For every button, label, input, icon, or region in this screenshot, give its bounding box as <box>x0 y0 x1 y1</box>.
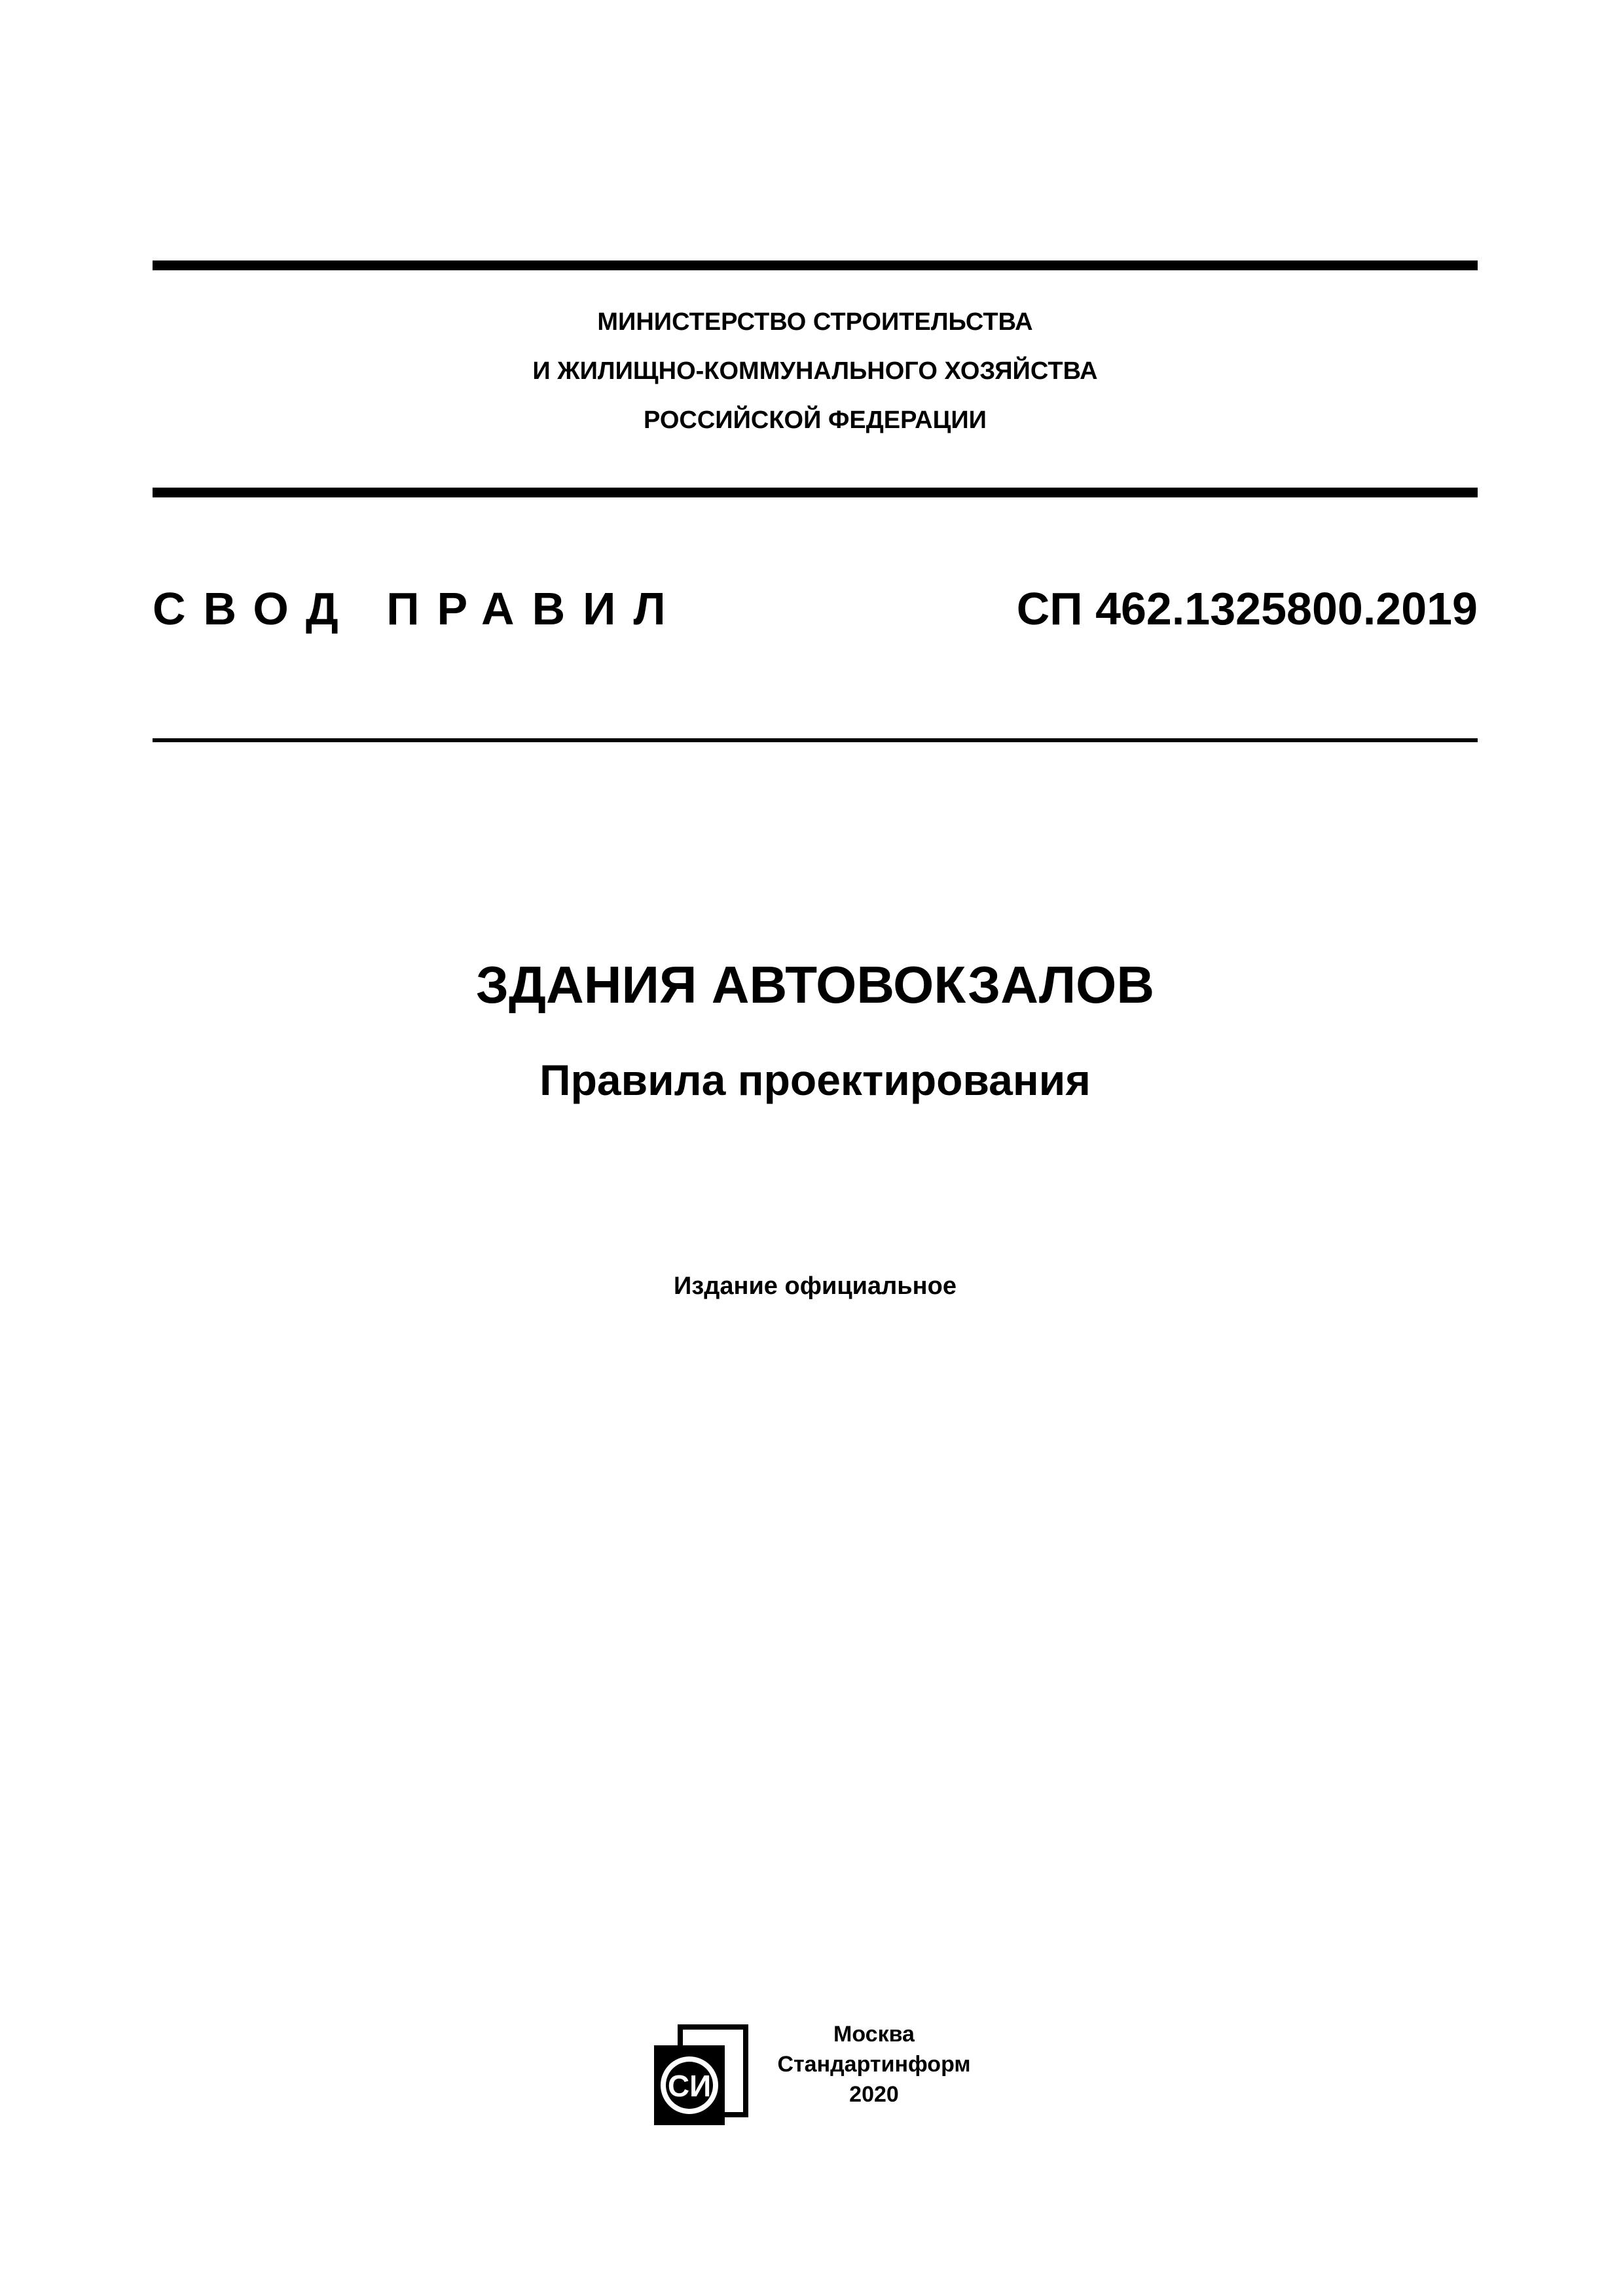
document-type: СВОД ПРАВИЛ <box>153 583 684 634</box>
logo-letters: СИ <box>667 2069 712 2103</box>
standartinform-logo-icon <box>651 2019 750 2127</box>
publisher-city: Москва <box>833 2022 915 2047</box>
document-code: СП 462.1325800.2019 <box>1016 583 1478 634</box>
top-rule <box>153 260 1478 270</box>
publication-year: 2020 <box>849 2082 899 2107</box>
publisher-text <box>763 2019 985 2109</box>
ministry-bottom-rule <box>153 488 1478 497</box>
document-title: ЗДАНИЯ АВТОВОКЗАЛОВ <box>475 956 1155 1014</box>
document-header-row <box>153 573 1478 645</box>
publisher-name: Стандартинформ <box>777 2052 971 2077</box>
ministry-block <box>153 298 1478 445</box>
publisher-block <box>651 2019 992 2134</box>
ministry-line-1: МИНИСТЕРСТВО СТРОИТЕЛЬСТВА <box>597 308 1033 336</box>
edition-label: Издание официальное <box>674 1272 957 1300</box>
ministry-line-2: И ЖИЛИЩНО-КОММУНАЛЬНОГО ХОЗЯЙСТВА <box>532 357 1098 385</box>
ministry-line-3: РОССИЙСКОЙ ФЕДЕРАЦИИ <box>643 406 987 434</box>
header-bottom-rule <box>153 738 1478 742</box>
document-subtitle: Правила проектирования <box>539 1056 1091 1104</box>
